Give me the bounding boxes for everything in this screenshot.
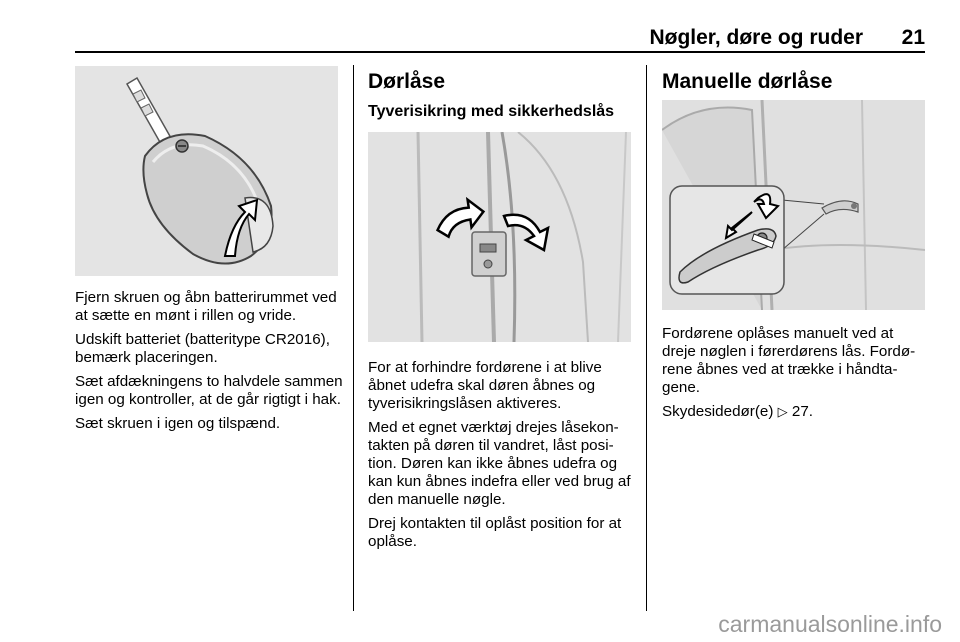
door-handle-illustration	[662, 100, 925, 310]
xref-page: 27.	[791, 403, 814, 420]
col3-text	[662, 325, 930, 428]
paragraph: Drej kontakten til oplåst position for at oplåse.	[368, 515, 622, 550]
paragraph: Udskift batteriet (batteritype CR2016), bemærk placeringen.	[75, 331, 330, 366]
watermark: carmanualsonline.info	[718, 611, 942, 637]
section-heading-manual-locks: Manuelle dørlåse	[662, 70, 833, 93]
xref-label: Skydesidedør(e)	[662, 403, 774, 420]
paragraph: Fordørene oplåses manuelt ved at dreje nøglen i førerdørens lås. Fordø-rene åbnes ved at trække i håndta-gene.	[662, 325, 916, 396]
paragraph: Fjern skruen og åbn batterirummet ved at sætte en mønt i rillen og vride.	[75, 289, 337, 324]
subsection-heading-child-lock: Tyverisikring med sikkerhedslås	[368, 103, 615, 120]
column-divider-2	[646, 65, 647, 611]
arrow-triangle-icon: ▷	[777, 405, 788, 420]
key-fob-illustration	[75, 66, 338, 276]
paragraph: Med et egnet værktøj drejes låsekon-takten på døren til vandret, låst posi-tion. Døren kan ikke åbnes udefra og kan kun åbnes indefra eller ved brug af den manuelle nøgle.	[368, 419, 631, 508]
paragraph: Sæt afdækningens to halvdele sammen igen og kontroller, at de går rigtigt i hak.	[75, 373, 343, 408]
page-header	[75, 26, 925, 48]
col2-text	[368, 359, 636, 557]
section-heading-door-locks: Dørlåse	[368, 70, 446, 93]
col1-text	[75, 289, 345, 439]
paragraph: Sæt skruen i igen og tilspænd.	[75, 415, 281, 432]
door-lock-illustration	[368, 132, 631, 342]
header-title: Nøgler, døre og ruder	[649, 26, 863, 49]
page-number: 21	[901, 26, 925, 49]
header-rule	[75, 51, 925, 53]
cross-reference[interactable]	[662, 403, 930, 422]
column-divider-1	[353, 65, 354, 611]
paragraph: For at forhindre fordørene i at blive åbnet udefra skal døren åbnes og tyverisikringslåsen aktiveres.	[368, 359, 602, 412]
